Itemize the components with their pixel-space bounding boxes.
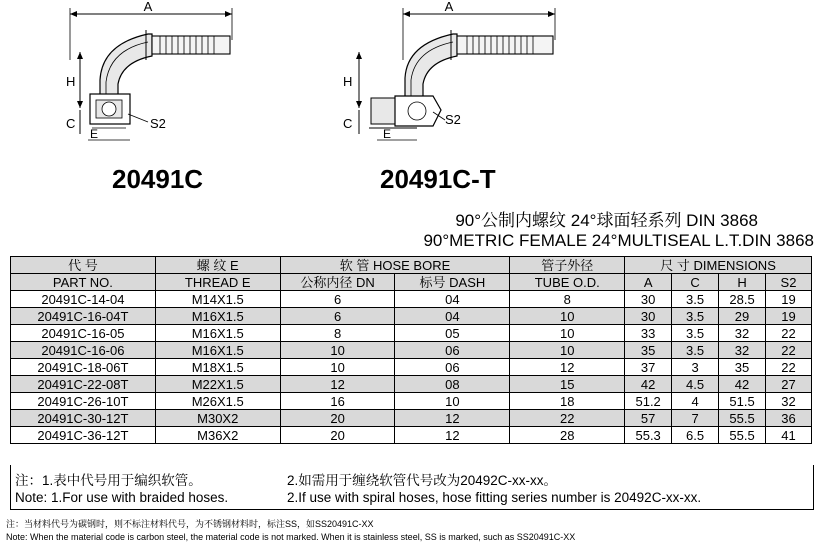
cell-thread: M14X1.5 (155, 291, 280, 308)
note-en-1: Note: 1.For use with braided hoses. (15, 490, 229, 505)
cell-dim-c: 3.5 (672, 342, 719, 359)
cell-tube-od: 15 (510, 376, 625, 393)
cell-dash: 10 (395, 393, 510, 410)
cell-part-no: 20491C-30-12T (11, 410, 156, 427)
table-row (11, 308, 812, 325)
cell-thread: M16X1.5 (155, 325, 280, 342)
cell-thread: M18X1.5 (155, 359, 280, 376)
table-header-row-2 (11, 274, 812, 291)
dim-c-label: C (343, 116, 353, 131)
cell-dim-s2: 19 (766, 291, 812, 308)
dim-e-label: E (383, 127, 392, 141)
cell-tube-od: 10 (510, 308, 625, 325)
cell-tube-od: 22 (510, 410, 625, 427)
cell-dn: 10 (280, 342, 395, 359)
header-dash: 标号 DASH (395, 274, 510, 291)
cell-dim-h: 51.5 (719, 393, 766, 410)
cell-thread: M16X1.5 (155, 342, 280, 359)
cell-part-no: 20491C-18-06T (11, 359, 156, 376)
table-row (11, 325, 812, 342)
cell-tube-od: 8 (510, 291, 625, 308)
table-row (11, 410, 812, 427)
fitting-drawing-20491c-t (333, 0, 563, 160)
table-body (11, 291, 812, 444)
header-part-en: PART NO. (11, 274, 156, 291)
cell-dim-a: 30 (625, 308, 672, 325)
cell-dim-a: 55.3 (625, 427, 672, 444)
cell-dim-h: 55.5 (719, 427, 766, 444)
cell-dim-a: 37 (625, 359, 672, 376)
cell-dash: 05 (395, 325, 510, 342)
footnote-cn: 注：当材料代号为碳钢时，则不标注材料代号，为不锈钢材料时，标注SS，如SS20491C-XX (6, 519, 374, 529)
cell-dn: 20 (280, 427, 395, 444)
header-hose-bore: 软 管 HOSE BORE (280, 257, 510, 274)
cell-tube-od: 12 (510, 359, 625, 376)
cell-dn: 6 (280, 291, 395, 308)
series-title-english: 90°METRIC FEMALE 24°MULTISEAL L.T.DIN 3868 (423, 231, 814, 250)
dim-e-label: E (90, 127, 99, 141)
header-c: C (672, 274, 719, 291)
cell-dn: 20 (280, 410, 395, 427)
cell-dim-s2: 27 (766, 376, 812, 393)
dim-h-label: H (343, 74, 353, 89)
cell-dim-h: 42 (719, 376, 766, 393)
cell-dim-h: 29 (719, 308, 766, 325)
cell-dim-s2: 36 (766, 410, 812, 427)
cell-dim-c: 3.5 (672, 325, 719, 342)
header-thread-en: THREAD E (155, 274, 280, 291)
cell-tube-od: 18 (510, 393, 625, 410)
cell-dim-s2: 22 (766, 325, 812, 342)
cell-dash: 12 (395, 410, 510, 427)
cell-dim-s2: 19 (766, 308, 812, 325)
cell-dim-h: 35 (719, 359, 766, 376)
cell-dash: 06 (395, 342, 510, 359)
footnote-en: Note: When the material code is carbon steel, the material code is not marked. When it is stainless steel, SS is marked, such as SS20491C-XX (6, 532, 576, 542)
cell-dn: 12 (280, 376, 395, 393)
cell-thread: M22X1.5 (155, 376, 280, 393)
table-row (11, 359, 812, 376)
note-cn-1: 注：1.表中代号用于编织软管。 (15, 473, 202, 488)
cell-dash: 08 (395, 376, 510, 393)
notes-box (10, 465, 814, 510)
cell-dim-a: 30 (625, 291, 672, 308)
cell-dim-h: 28.5 (719, 291, 766, 308)
cell-dim-h: 32 (719, 342, 766, 359)
dim-a-label: A (444, 0, 454, 14)
cell-dash: 12 (395, 427, 510, 444)
cell-tube-od: 10 (510, 342, 625, 359)
cell-dim-s2: 22 (766, 342, 812, 359)
cell-part-no: 20491C-36-12T (11, 427, 156, 444)
cell-dim-a: 42 (625, 376, 672, 393)
dim-c-label: C (66, 116, 76, 131)
cell-dim-s2: 22 (766, 359, 812, 376)
note-en-2: 2.If use with spiral hoses, hose fitting series number is 20492C-xx-xx. (287, 490, 702, 505)
cell-dim-s2: 32 (766, 393, 812, 410)
dim-s2-label: S2 (150, 116, 166, 131)
cell-dim-a: 33 (625, 325, 672, 342)
table-header-row-1 (11, 257, 812, 274)
cell-tube-od: 10 (510, 325, 625, 342)
cell-dim-a: 57 (625, 410, 672, 427)
cell-part-no: 20491C-16-06 (11, 342, 156, 359)
cell-part-no: 20491C-14-04 (11, 291, 156, 308)
table-row (11, 427, 812, 444)
cell-dim-c: 4 (672, 393, 719, 410)
header-thread-cn: 螺 纹 E (155, 257, 280, 274)
header-h: H (719, 274, 766, 291)
cell-dim-c: 3 (672, 359, 719, 376)
cell-tube-od: 28 (510, 427, 625, 444)
table-row (11, 291, 812, 308)
cell-dash: 04 (395, 291, 510, 308)
note-cn-2: 2.如需用于缠绕软管代号改为20492C-xx-xx。 (287, 473, 558, 488)
cell-dn: 6 (280, 308, 395, 325)
header-tube-en: TUBE O.D. (510, 274, 625, 291)
cell-thread: M26X1.5 (155, 393, 280, 410)
dim-h-label: H (66, 74, 76, 89)
cell-dim-c: 3.5 (672, 291, 719, 308)
cell-dn: 8 (280, 325, 395, 342)
cell-part-no: 20491C-16-04T (11, 308, 156, 325)
model-number-20491c: 20491C (112, 164, 204, 194)
cell-dim-a: 35 (625, 342, 672, 359)
cell-dim-c: 7 (672, 410, 719, 427)
cell-dim-c: 3.5 (672, 308, 719, 325)
cell-dim-h: 55.5 (719, 410, 766, 427)
cell-dim-a: 51.2 (625, 393, 672, 410)
cell-thread: M16X1.5 (155, 308, 280, 325)
header-a: A (625, 274, 672, 291)
header-dimensions: 尺 寸 DIMENSIONS (625, 257, 812, 274)
cell-thread: M36X2 (155, 427, 280, 444)
header-part-cn: 代 号 (11, 257, 156, 274)
cell-thread: M30X2 (155, 410, 280, 427)
header-dn: 公称内径 DN (280, 274, 395, 291)
dim-s2-label: S2 (445, 112, 461, 127)
model-number-20491c-t: 20491C-T (380, 164, 496, 194)
dimension-table (10, 256, 812, 444)
header-s2: S2 (766, 274, 812, 291)
header-tube-cn: 管子外径 (510, 257, 625, 274)
cell-part-no: 20491C-26-10T (11, 393, 156, 410)
cell-dn: 16 (280, 393, 395, 410)
series-title-chinese: 90°公制内螺纹 24°球面轻系列 DIN 3868 (455, 211, 758, 230)
cell-dim-h: 32 (719, 325, 766, 342)
cell-dash: 06 (395, 359, 510, 376)
cell-dim-c: 6.5 (672, 427, 719, 444)
fitting-drawing-20491c (40, 0, 240, 160)
cell-dash: 04 (395, 308, 510, 325)
cell-dn: 10 (280, 359, 395, 376)
cell-part-no: 20491C-16-05 (11, 325, 156, 342)
dim-a-label: A (143, 0, 153, 14)
cell-dim-c: 4.5 (672, 376, 719, 393)
table-row (11, 342, 812, 359)
cell-dim-s2: 41 (766, 427, 812, 444)
cell-part-no: 20491C-22-08T (11, 376, 156, 393)
table-row (11, 376, 812, 393)
table-row (11, 393, 812, 410)
